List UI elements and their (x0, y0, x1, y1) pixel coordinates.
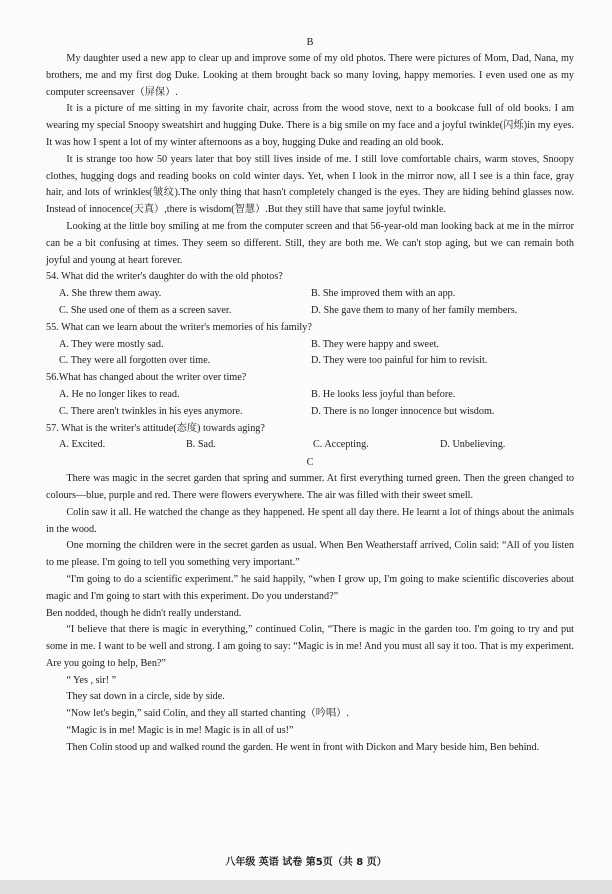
option-a: A. He no longer likes to read. (59, 388, 180, 400)
question-stem: 55. What can we learn about the writer's memories of his family? (46, 321, 312, 333)
passage-c-paragraph: Ben nodded, though he didn't really understand. (46, 607, 242, 619)
passage-c-paragraph: “I'm going to do a scientific experiment.” he said happily, “when I grow up, I'm going to make scientific discoveries about magic and I'm going to start with this experiment. Do you understand?” (46, 573, 574, 602)
option-d: D. They were too painful for him to revisit. (311, 355, 488, 367)
passage-c-paragraph: Then Colin stood up and walked round the garden. He went in front with Dickon and Mary beside him, Ben behind. (66, 741, 540, 753)
passage-b (46, 51, 574, 269)
option-a: A. She threw them away. (59, 288, 162, 300)
question-stem: 54. What did the writer's daughter do with the old photos? (46, 271, 283, 283)
section-c-heading: C (306, 457, 314, 469)
question-57 (46, 421, 574, 455)
option-b: B. Sad. (186, 439, 216, 451)
question-56 (46, 370, 574, 420)
page-content (46, 34, 574, 757)
passage-b-paragraph: Looking at the little boy smiling at me from the computer screen and that 56-year-old man looking back at me in the mirror can be a bit confusing at times. They seem so different. Still, they are both me. We can't stop aging, but we can remain both joyful and young at heart forever. (46, 220, 574, 266)
passage-c-paragraph: “ Yes , sir! ” (66, 674, 117, 686)
section-b-heading: B (306, 37, 314, 48)
option-c: C. There aren't twinkles in his eyes anymore. (59, 405, 243, 417)
option-c: C. They were all forgotten over time. (59, 355, 211, 367)
option-d: D. Unbelieving. (440, 439, 506, 451)
viewer-bottom-bar (0, 880, 612, 894)
passage-b-paragraph: My daughter used a new app to clear up and improve some of my old photos. There were pictures of Mom, Dad, Nana, my brothers, me and my first dog Duke. Looking at them brought back so many loving, happy memories. I even used one as my computer screensaver（屏保）. (46, 53, 574, 98)
option-b: B. He looks less joyful than before. (311, 388, 456, 400)
passage-c-paragraph: They sat down in a circle, side by side. (66, 691, 225, 703)
option-a: A. They were mostly sad. (59, 338, 164, 350)
option-a: A. Excited. (59, 439, 106, 451)
option-c: C. Accepting. (313, 439, 369, 451)
passage-b-paragraph: It is strange too how 50 years later that boy still lives inside of me. I still love comfortable chairs, warm stoves, Snoopy clothes, hugging dogs and reading books on cold winter days. Yet, when I look in the mirror now, all I see is a thin face, gray hair, and lots of wrinkles(皱纹).The only thing that hasn't completely changed is the eyes. They are hiding behind glasses now. Instead of innocence(天真）,there is wisdom(智慧）.But they still have that same joyful twinkle. (46, 153, 574, 216)
passage-c (46, 471, 574, 757)
passage-c-paragraph: There was magic in the secret garden that spring and summer. At first everything turned green. Then the green changed to colours—blue, purple and red. There were flowers everywhere. The air was filled with their sweet smell. (46, 473, 574, 501)
page-footer: 八年级 英语 试卷 第5页（共 8 页） (225, 857, 387, 868)
passage-b-paragraph: It is a picture of me sitting in my favorite chair, across from the wood stove, next to a bookcase full of old books. I am wearing my special Snoopy sweatshirt and hugging Duke. There is a big smile on my face and a joyful twinkle(闪烁)in my eyes. It was how I spent a lot of my winter afternoons as a boy, hugging Duke and reading an old book. (46, 103, 574, 148)
question-stem: 56.What has changed about the writer over time? (46, 372, 247, 384)
question-54 (46, 269, 574, 319)
option-b: B. She improved them with an app. (311, 288, 456, 300)
option-c: C. She used one of them as a screen saver. (59, 304, 232, 316)
option-d: D. She gave them to many of her family members. (311, 304, 518, 316)
question-55 (46, 320, 574, 370)
passage-c-paragraph: “Magic is in me! Magic is in me! Magic is in all of us!” (66, 725, 294, 737)
question-stem: 57. What is the writer's attitude(态度) towards aging? (46, 422, 265, 434)
option-d: D. There is no longer innocence but wisdom. (311, 405, 495, 417)
passage-c-paragraph: One morning the children were in the secret garden as usual. When Ben Weatherstaff arrived, Colin said: “All of you listen to me please. I'm going to tell you something very important.” (46, 540, 574, 569)
passage-c-paragraph: “I believe that there is magic in everything,” continued Colin, “There is magic in the garden too. I'm going to try and put some in me. I want to be well and strong. I am going to say: “Magic is in me! And you must all say it too. That is my experiment. Are you going to help, Ben?” (46, 624, 574, 669)
passage-c-paragraph: Colin saw it all. He watched the change as they happened. He spent all day there. He learnt a lot of things about the animals in the wood. (46, 506, 574, 535)
passage-c-paragraph: “Now let's begin,” said Colin, and they all started chanting（吟唱）. (66, 708, 349, 720)
option-b: B. They were happy and sweet. (311, 338, 439, 350)
